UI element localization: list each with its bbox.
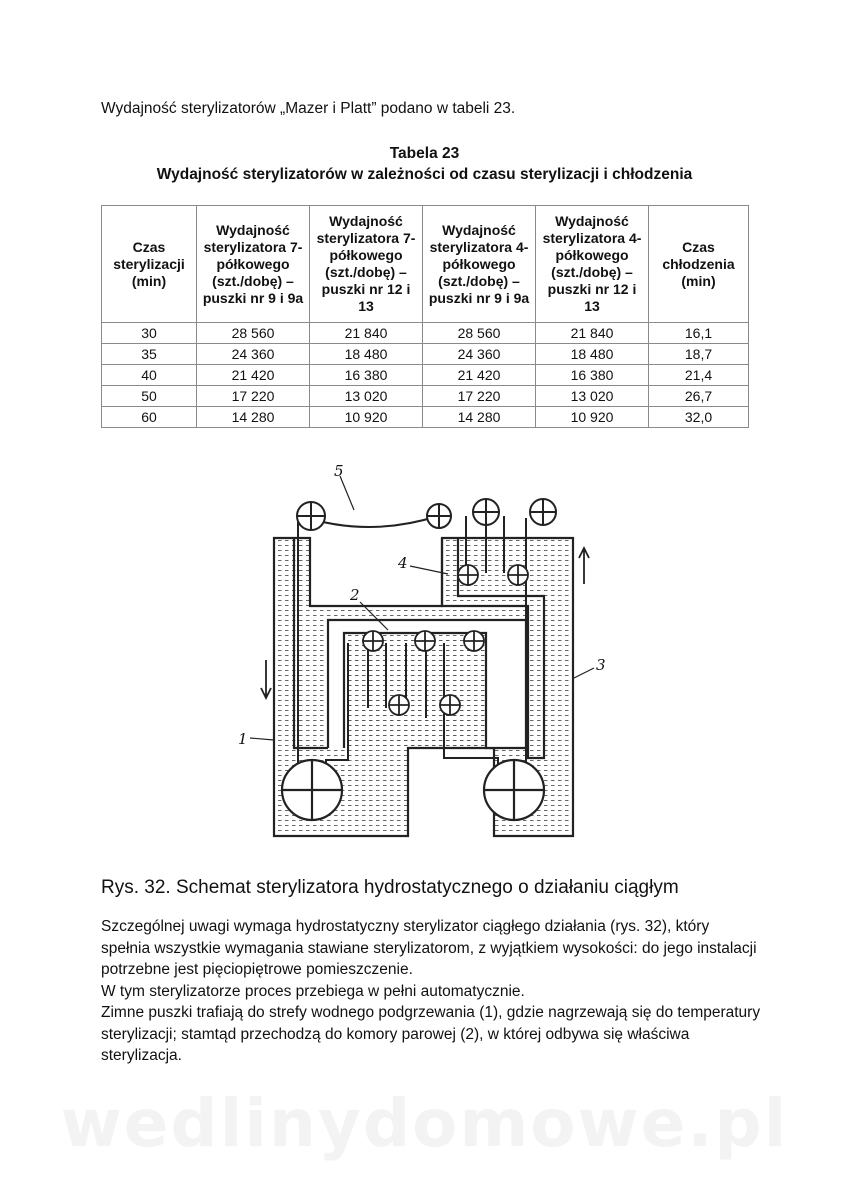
table-cell: 21 420 (197, 365, 310, 386)
table-cell: 18 480 (536, 344, 649, 365)
table-cell: 16 380 (536, 365, 649, 386)
table-cell: 40 (102, 365, 197, 386)
table-row (102, 365, 749, 386)
table-cell: 13 020 (536, 386, 649, 407)
table-cell: 28 560 (197, 323, 310, 344)
table-cell: 21,4 (649, 365, 749, 386)
table-cell: 35 (102, 344, 197, 365)
table-cell: 14 280 (423, 407, 536, 428)
table-cell: 24 360 (423, 344, 536, 365)
table-cell: 24 360 (197, 344, 310, 365)
figure-caption: Rys. 32. Schemat sterylizatora hydrostatycznego o działaniu ciągłym (101, 877, 679, 898)
table-cell: 21 840 (536, 323, 649, 344)
header-cooling-time: Czas chłodzenia (min) (649, 206, 749, 323)
figure-label: 4 (398, 554, 408, 572)
watermark: wedlinydomowe.pl (60, 1085, 789, 1162)
figure-label: 3 (596, 656, 606, 674)
table-cell: 16 380 (310, 365, 423, 386)
table-cell: 26,7 (649, 386, 749, 407)
table-cell: 17 220 (197, 386, 310, 407)
figure-label: 5 (334, 462, 344, 480)
table-cell: 18 480 (310, 344, 423, 365)
up-arrow-icon (579, 548, 589, 584)
intro-text: Wydajność sterylizatorów „Mazer i Platt” podano w tabeli 23. (101, 100, 516, 117)
table-caption-number: Tabela 23 (389, 145, 460, 162)
table-cell: 17 220 (423, 386, 536, 407)
paragraph: W tym sterylizatorze proces przebiega w pełni automatycznie. (101, 982, 525, 1000)
steam-chamber-water (346, 636, 484, 746)
table-cell: 60 (102, 407, 197, 428)
table-cell: 10 920 (310, 407, 423, 428)
table-cell: 18,7 (649, 344, 749, 365)
table-cell: 13 020 (310, 386, 423, 407)
table-cell: 10 920 (536, 407, 649, 428)
figure-label: 1 (238, 730, 248, 748)
table-cell: 28 560 (423, 323, 536, 344)
header-7shelf-cans-12: Wydajność sterylizatora 7-półkowego (szt./dobę) – puszki nr 12 i 13 (310, 206, 423, 323)
table-row (102, 386, 749, 407)
paragraph: Zimne puszki trafiają do strefy wodnego podgrzewania (1), gdzie nagrzewają się do temperatury sterylizacji; stamtąd przechodzą do komory parowej (2), w której odbywa się właściwa sterylizacja. (101, 1004, 761, 1064)
table-cell: 30 (102, 323, 197, 344)
table-cell: 21 840 (310, 323, 423, 344)
table-caption-title: Wydajność sterylizatorów w zależności od czasu sterylizacji i chłodzenia (156, 166, 693, 183)
table-header-row (102, 206, 749, 323)
table-row (102, 323, 749, 344)
table-cell: 14 280 (197, 407, 310, 428)
sterilizer-capacity-table (101, 205, 749, 428)
table-row (102, 344, 749, 365)
table-row (102, 407, 749, 428)
table-cell: 50 (102, 386, 197, 407)
header-sterilization-time: Czas sterylizacji (min) (102, 206, 197, 323)
figure-label: 2 (350, 586, 360, 604)
table-cell: 16,1 (649, 323, 749, 344)
paragraph: Szczególnej uwagi wymaga hydrostatyczny sterylizator ciągłego działania (rys. 32), który spełnia wszystkie wymagania stawiane sterylizatorom, z wyjątkiem wysokości: do jego instalacji potrzebne jest pięciopiętrowe pomieszczenie. (101, 918, 757, 978)
header-4shelf-cans-9: Wydajność sterylizatora 4-półkowego (szt./dobę) – puszki nr 9 i 9a (423, 206, 536, 323)
hydrostatic-sterilizer-diagram (228, 458, 620, 868)
header-7shelf-cans-9: Wydajność sterylizatora 7-półkowego (szt./dobę) – puszki nr 9 i 9a (197, 206, 310, 323)
down-arrow-icon (261, 660, 271, 698)
table-cell: 21 420 (423, 365, 536, 386)
table-cell: 32,0 (649, 407, 749, 428)
bottom-wheels (282, 760, 544, 820)
body-text (101, 916, 761, 1067)
header-4shelf-cans-12: Wydajność sterylizatora 4-półkowego (szt./dobę) – puszki nr 12 i 13 (536, 206, 649, 323)
